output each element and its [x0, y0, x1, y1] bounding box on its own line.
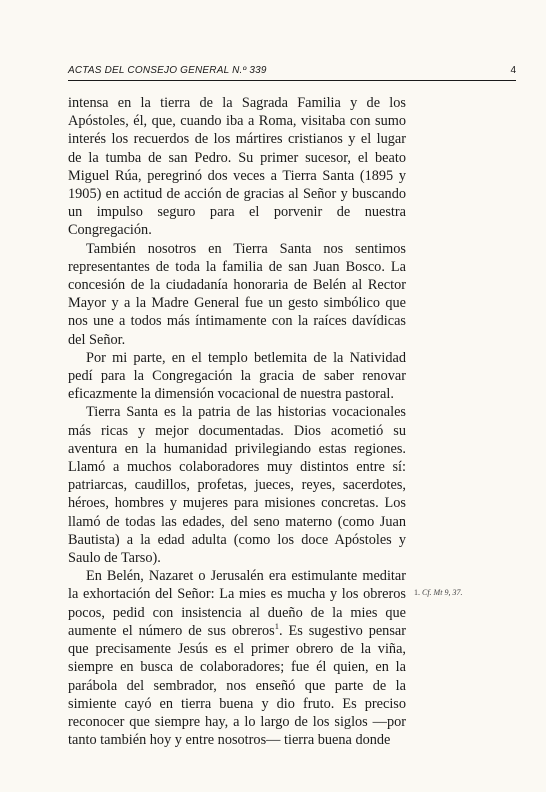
footnote-marker: 1 — [274, 621, 279, 632]
header-rule — [68, 80, 516, 81]
paragraph-3: Por mi parte, en el templo betlemita de la Natividad pedí para la Congregación la gracia de saber renovar eficazmente la dimensión vocacional de nuestra pastoral. — [68, 349, 406, 403]
paragraph-5 — [68, 567, 406, 749]
footnote — [414, 588, 462, 597]
paragraph-1: intensa en la tierra de la Sagrada Familia y de los Apóstoles, él, que, cuando iba a Roma, visitaba con sumo interés los recuerdos de los mártires cristianos y el lugar de la tumba de san Pedro. Su primer sucesor, el beato Miguel Rúa, peregrinó dos veces a Tierra Santa (1895 y 1905) en actitud de acción de gracias al Señor y buscando un impulso seguro para el porvenir de nuestra Congregación. — [68, 95, 406, 239]
paragraph-4: Tierra Santa es la patria de las historias vocacionales más ricas y mejor documentadas. Dios acometió su aventura en la humanidad privilegiando estas regiones. Llamó a muchos colaboradores muy distintos entre sí: patriarcas, caudillos, profetas, jueces, reyes, sacerdotes, héroes, hombres y mujeres para misiones concretas. Los llamó de todas las edades, del seno materno (como Juan Bautista) a la edad adulta (como los doce Apóstoles y Saulo de Tarso). — [68, 404, 406, 567]
page-number: 4 — [510, 65, 516, 76]
footnote-text: Cf. Mt 9, 37. — [422, 588, 463, 597]
running-head — [68, 64, 516, 80]
running-title: ACTAS DEL CONSEJO GENERAL N.º 339 — [68, 65, 267, 76]
paragraph-5-part-b: . Es sugestivo pensar que precisamente Jesús es el primer obrero de la viña, siempre en busca de colaboradores; fue él quien, en la parábola del sembrador, nos enseñó que parte de la simiente cayó en tierra buena y dio fruto. Es preciso reconocer que siempre hay, a lo largo de los siglos —por tanto también hoy y entre nosotros— tierra buena donde — [68, 622, 407, 749]
footnote-number: 1. — [414, 588, 420, 597]
paragraph-5-part-a: En Belén, Nazaret o Jerusalén era estimulante meditar la exhortación del Señor: La mies es mucha y los obreros pocos, pedid con insistencia al dueño de la mies que aumente el número de sus obreros — [68, 568, 406, 639]
body-text — [68, 94, 406, 749]
paragraph-2: También nosotros en Tierra Santa nos sentimos representantes de toda la familia de san Juan Bosco. La concesión de la ciudadanía honoraria de Belén al Rector Mayor y a la Madre General fue un gesto simbólico que nos une a todos más íntimamente con la raíces davídicas del Señor. — [68, 240, 406, 348]
